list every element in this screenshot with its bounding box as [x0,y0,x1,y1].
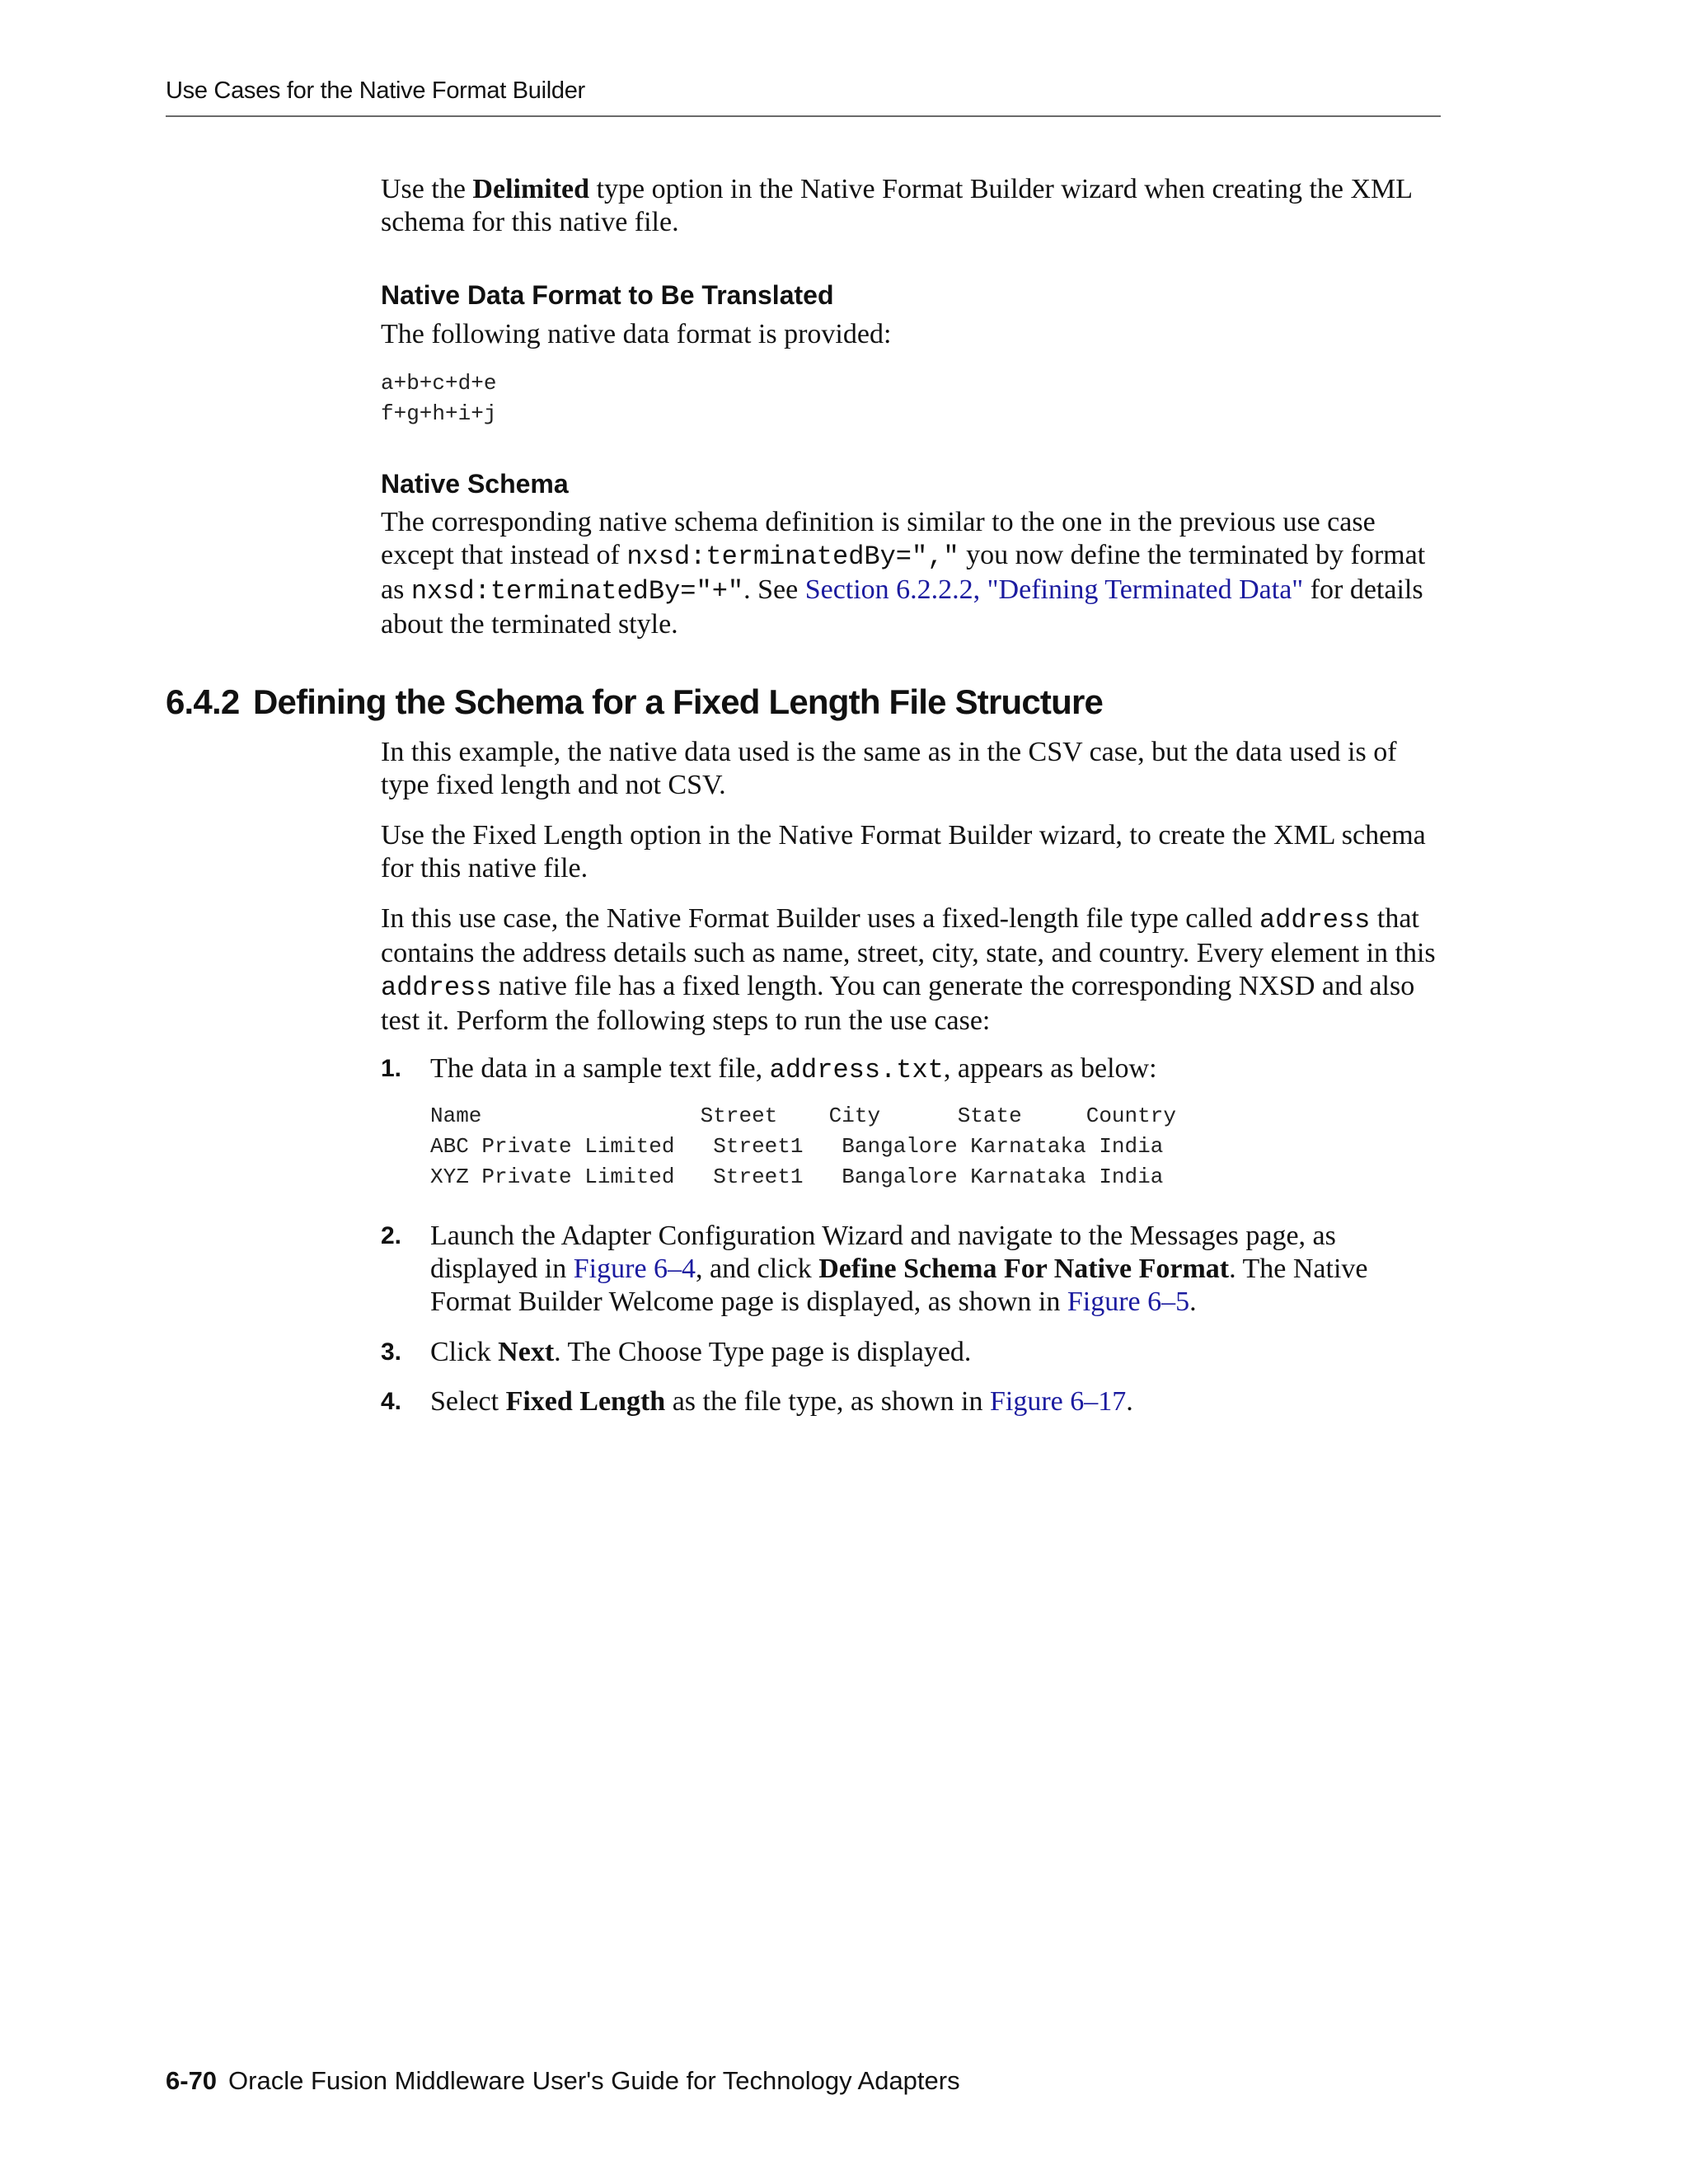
step-3-text-b: . The Choose Type page is displayed. [554,1337,972,1367]
step-4-text [430,1385,1444,1418]
section-title: Defining the Schema for a Fixed Length File Structure [253,682,1104,721]
figure-6-4-link[interactable]: Figure 6–4 [573,1254,696,1284]
native-data-text: The following native data format is provided: [381,319,892,349]
step-2-text-b: , and click [696,1254,819,1284]
native-schema-heading: Native Schema [381,469,569,499]
book-title: Oracle Fusion Middleware User's Guide for Technology Adapters [228,2066,960,2095]
step-3-text-a: Click [430,1337,499,1367]
native-schema-text-d: for details about the terminated style. [381,574,1423,640]
step-2-text-d: . [1189,1286,1197,1317]
intro-paragraph [381,173,1444,239]
step-1-text-b: , appears as below: [943,1053,1157,1084]
intro-text-b: type option in the Native Format Builder wizard when creating the XML schema for this native file. [381,174,1412,237]
step-2-text-a: Launch the Adapter Configuration Wizard and navigate to the Messages page, as displayed in [430,1221,1336,1284]
step-2 [381,1220,1444,1319]
running-header: Use Cases for the Native Format Builder [166,77,585,104]
step-2-text-c: . The Native Format Builder Welcome page is displayed, as shown in [430,1254,1368,1317]
step-4-text-a: Select [430,1386,506,1417]
step-2-number: 2. [381,1222,402,1249]
define-schema-bold: Define Schema For Native Format [818,1254,1230,1284]
native-schema-paragraph [381,506,1444,641]
figure-6-17-link[interactable]: Figure 6–17 [989,1386,1127,1417]
step-4 [381,1385,1444,1418]
address-code-1: address [1259,905,1371,935]
address-code-2: address [381,972,492,1003]
section-p3-text-a: In this use case, the Native Format Builder uses a fixed-length file type called [381,903,1259,934]
defining-terminated-data-link[interactable]: Section 6.2.2.2, "Defining Terminated Data" [804,574,1304,605]
header-divider [166,115,1441,117]
step-3 [381,1336,1444,1369]
section-p3-text-c: native file has a fixed length. You can generate the corresponding NXSD and also test it. Perform the following steps to run the use case: [381,971,1415,1036]
step-1-number: 1. [381,1055,402,1082]
native-data-code: a+b+c+d+e f+g+h+i+j [381,371,497,426]
section-paragraph-2-block [381,819,1444,885]
native-data-intro [381,318,1444,351]
address-table-code: Name Street City State Country ABC Private Limited Street1 Bangalore Karnataka India XYZ Private Limited Street1 Bangalore Karnataka India [430,1104,1176,1189]
section-paragraph-3 [381,902,1444,1038]
step-4-text-c: . [1126,1386,1133,1417]
address-txt-code: address.txt [769,1055,944,1085]
step-1 [381,1052,1444,1087]
section-number: 6.4.2 [166,682,240,721]
next-bold: Next [498,1337,555,1367]
native-schema-text-c: . See [743,574,805,605]
section-paragraph-2: Use the Fixed Length option in the Native Format Builder wizard, to create the XML schema for this native file. [381,820,1426,883]
native-schema-text-b: you now define the terminated by format as [381,540,1426,605]
section-p3-text-b: that contains the address details such as name, street, city, state, and country. Every element in this [381,903,1436,968]
step-1-text-a: The data in a sample text file, [430,1053,770,1084]
step-3-number: 3. [381,1338,402,1366]
step-1-text [430,1052,1444,1087]
section-paragraph-1: In this example, the native data used is the same as in the CSV case, but the data used is of type fixed length and not CSV. [381,737,1397,800]
page-number: 6-70 [166,2066,218,2095]
step-4-number: 4. [381,1388,402,1415]
step-2-text [430,1220,1444,1319]
terminated-by-plus-code: nxsd:terminatedBy="+" [410,576,744,607]
step-4-text-b: as the file type, as shown in [665,1386,990,1417]
native-schema-text-a: The corresponding native schema definition is similar to the one in the previous use case except that instead of [381,507,1376,570]
native-schema-block [381,506,1444,641]
intro-bold-delimited: Delimited [472,174,590,204]
section-paragraph-1-block [381,736,1444,802]
intro-text-a: Use the [381,174,473,204]
intro-block [381,173,1444,239]
step-3-text [430,1336,1444,1369]
section-heading [166,682,1103,723]
section-paragraph-3-block [381,902,1444,1038]
terminated-by-comma-code: nxsd:terminatedBy="," [626,541,959,572]
page-footer [166,2065,960,2097]
native-data-heading: Native Data Format to Be Translated [381,280,834,310]
figure-6-5-link[interactable]: Figure 6–5 [1067,1286,1190,1317]
fixed-length-bold: Fixed Length [505,1386,666,1417]
